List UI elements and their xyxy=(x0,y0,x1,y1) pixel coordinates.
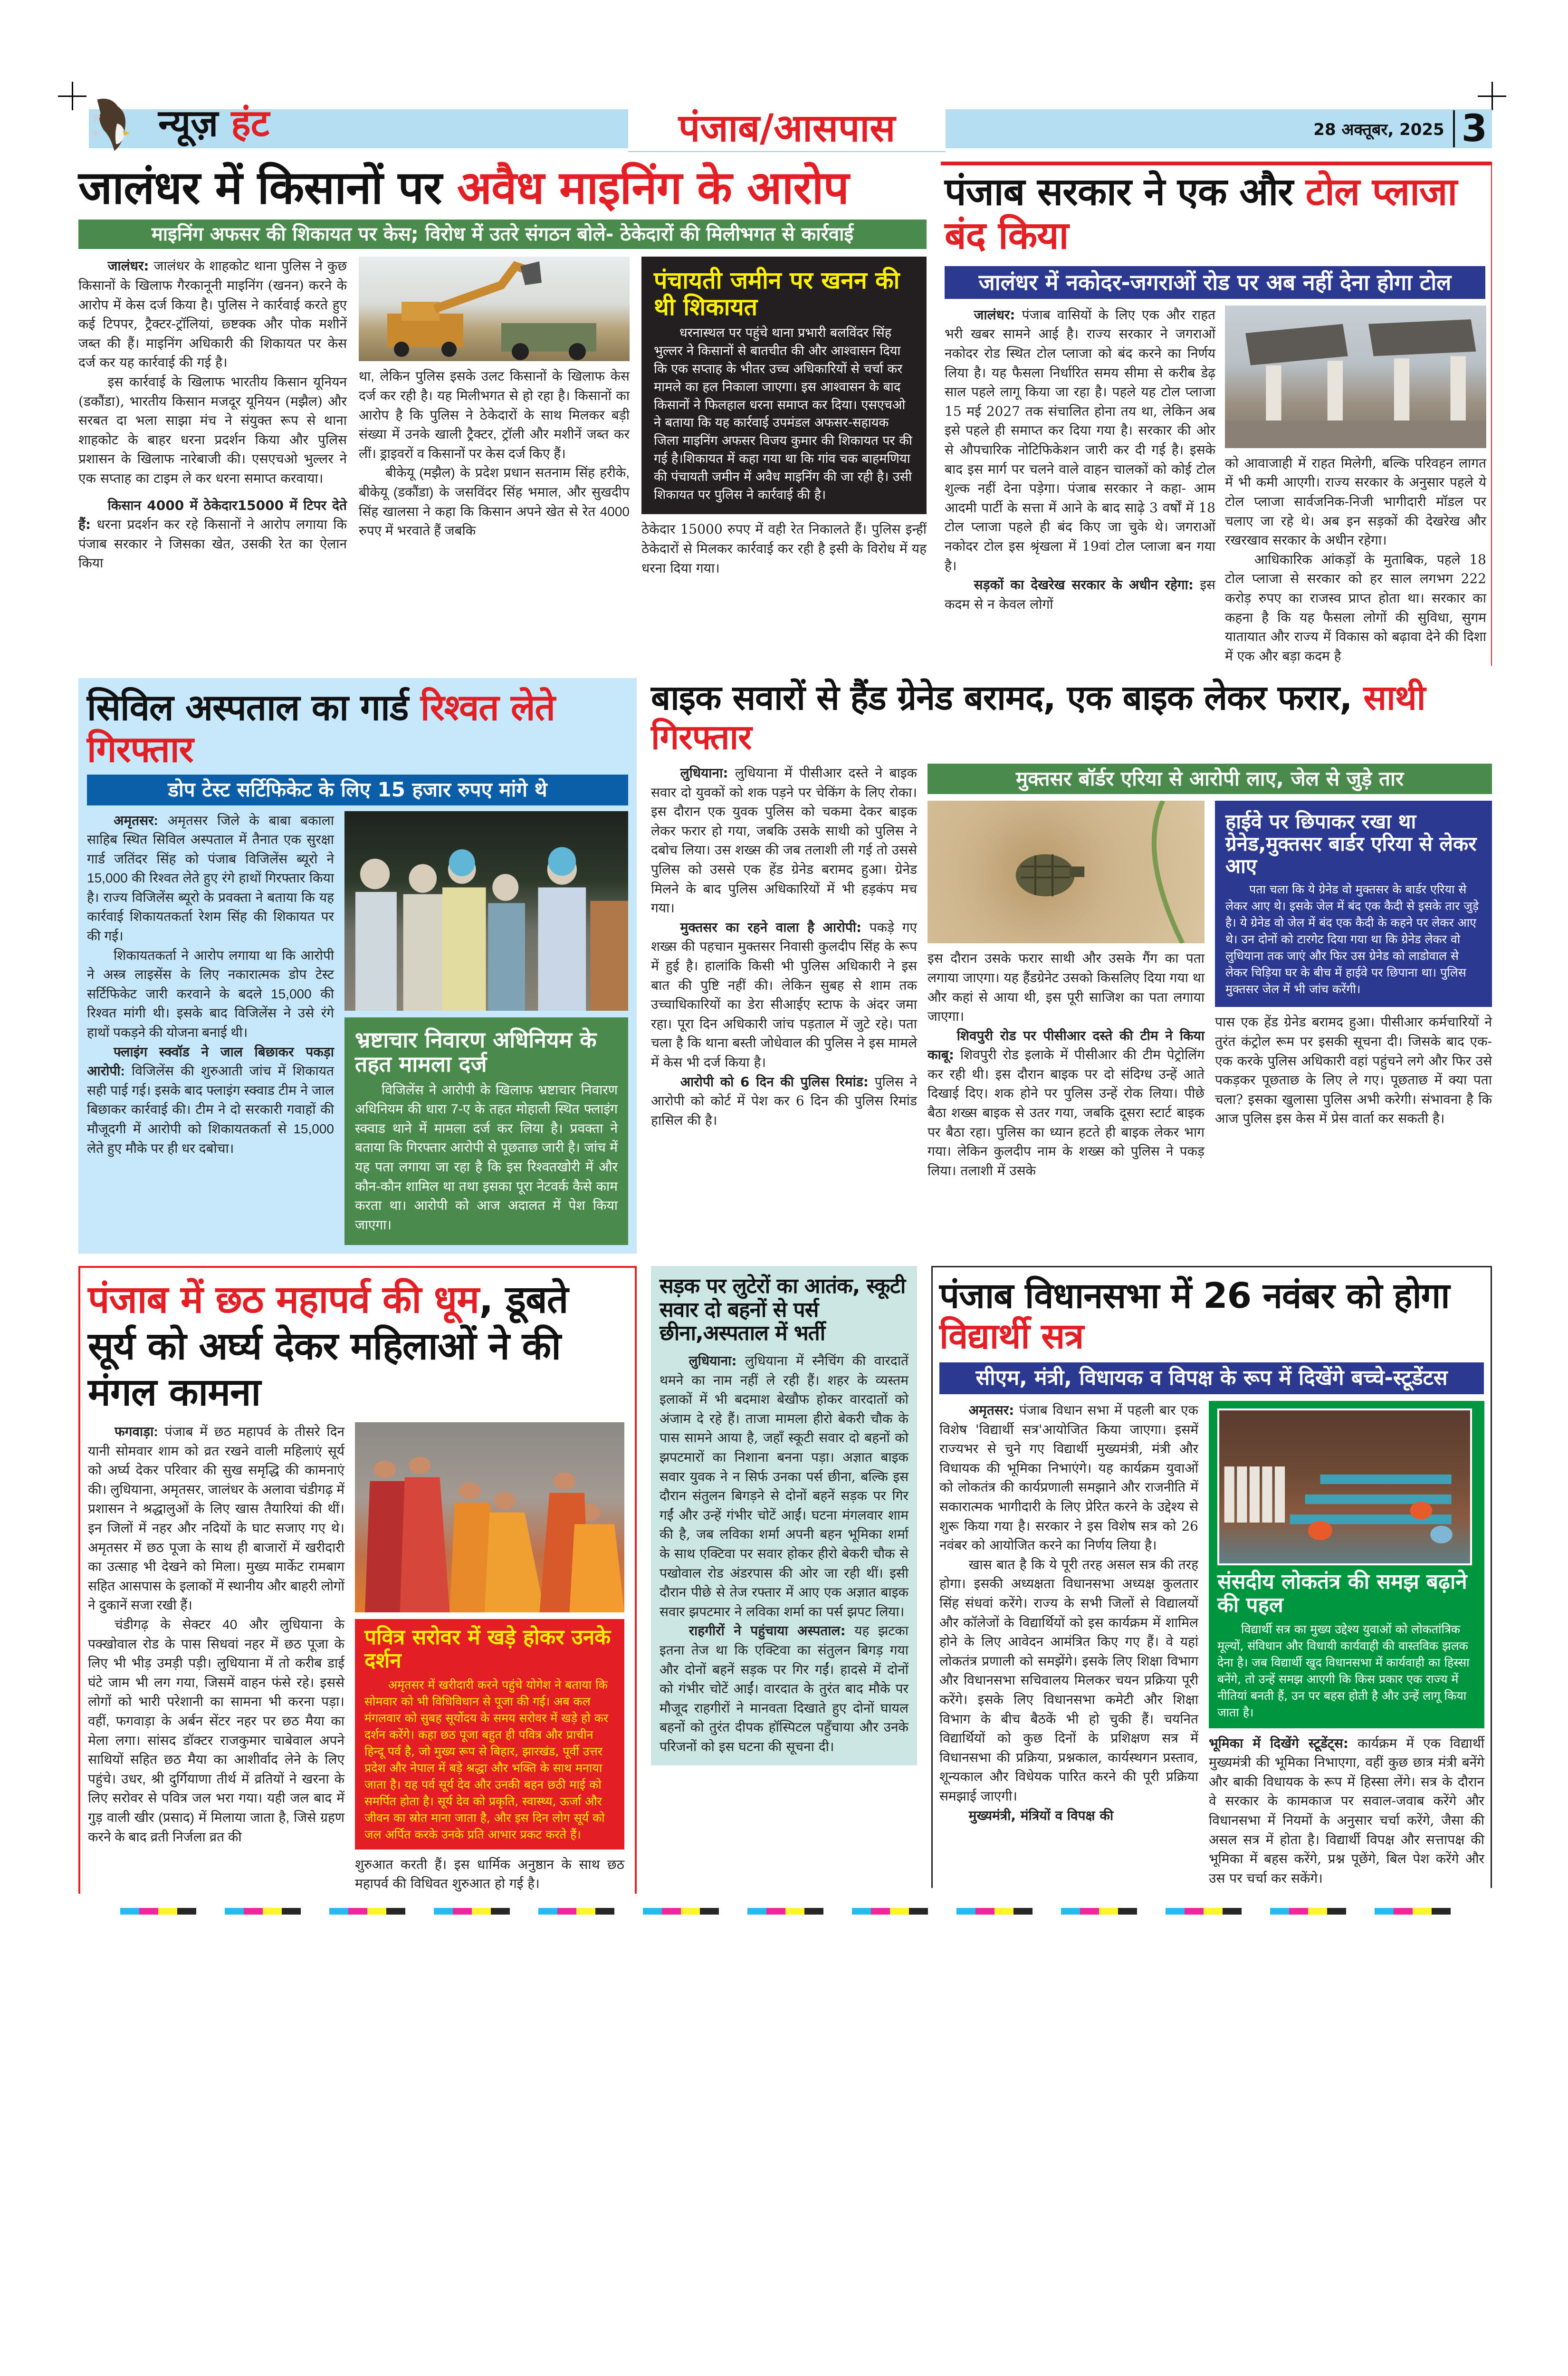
bribe-column-1 xyxy=(87,811,334,1159)
headline-mining-red: अवैध माइनिंग के आरोप xyxy=(457,161,849,214)
box-title: हाईवे पर छिपाकर रखा था ग्रेनेड,मुक्तसर बार्डर एरिया से लेकर आए xyxy=(1225,810,1477,878)
registration-bar xyxy=(120,1908,1451,1915)
toll-columns xyxy=(945,306,1485,666)
women-offering-icon xyxy=(355,1422,624,1612)
paragraph: लुधियाना में स्नैचिंग की वारदातें थमने का नाम नहीं ले रही हैं। शहर के व्यस्तम इलाकों में भी बदमाश बेखौफ होकर वारदातों को अंजाम दे रहे हैं। ताजा मामला हीरो बेकरी चौक के पास सामने आया है, जहाँ स्कूटी सवार दो बहनों को झपटमारों का निशाना बनना पड़ा। अज्ञात बाइक सवार युवक ने न सिर्फ उनका पर्स छीना, बल्कि इस दौरान संतुलन बिगड़ने से दोनों बहनें सड़क पर गिर गईं और उन्हें गंभीर चोटें आईं। घटना मंगलवार शाम की है, जब लविका शर्मा अपनी बहन भूमिका शर्मा के साथ एक्टिवा पर सवार होकर हीरो बेकरी चौक से पखोवाल रोड अंडरपास की ओर जा रही थीं। इसी दौरान पीछे से तेज रफ्तार में आए एक अज्ञात बाइक सवार झपटमार ने लविका शर्मा का पर्स झपट लिया। xyxy=(660,1353,908,1619)
chhath-column-2-wrap xyxy=(355,1422,624,1894)
logo-wordmark xyxy=(158,102,270,145)
headline-toll-red: टोल प्लाजा बंद किया xyxy=(945,170,1457,258)
subhead-session: सीएम, मंत्री, विधायक व विपक्ष के रूप में दिखेंगे बच्चे-स्टूडेंटस xyxy=(939,1362,1484,1394)
mining-columns xyxy=(78,257,927,578)
session-column-2-wrap xyxy=(1209,1401,1484,1888)
paragraph: लुधियाना में पीसीआर दस्ते ने बाइक सवार दो युवकों को शक पड़ने पर चेकिंग के लिए रोका। इस दौरान एक युवक पुलिस को चकमा देकर बाइक लेकर फरार हो गया, जबकि उसके साथी को पुलिस ने दबोच लिया। उस शख्स की जब तलाशी ली गई तो उससे पुलिस को उससे एक हेंड ग्रेनेड बरामद हुआ। ग्रेनेड मिलने के बाद पुलिस अधिकारियों में भी हड़कंप मच गया। xyxy=(651,765,917,916)
headline-snatching: सड़क पर लुटेरों का आतंक, स्कूटी सवार दो बहनों से पर्स छीना,अस्पताल में भर्ती xyxy=(660,1274,906,1345)
subhead-toll: जालंधर में नकोदर-जगराओं रोड पर अब नहीं देना होगा टोल xyxy=(945,266,1485,299)
people-group-icon xyxy=(344,811,628,1011)
box-title: भ्रष्टाचार निवारण अधिनियम के तहत मामला दर्ज xyxy=(355,1026,597,1077)
headline-chhath-red: पंजाब में छठ महापर्व की धूम xyxy=(88,1277,479,1322)
eagle-logo-icon xyxy=(88,93,154,154)
crosshead: राहगीरों ने पहुंचाया अस्पताल: xyxy=(688,1623,846,1639)
dateline: अमृतसर: xyxy=(968,1402,1014,1418)
assembly-photo xyxy=(1217,1408,1472,1565)
row-1 xyxy=(78,162,1492,666)
vigilance-team-photo xyxy=(344,811,628,1011)
dateline: फगवाड़ा: xyxy=(115,1424,158,1439)
paragraph: पास एक हेंड ग्रेनेड बरामद हुआ। पीसीआर कर्मचारियों ने तुरंत कंट्रोल रूम पर इसकी सूचना दी। जिसके बाद एक-एक करके पुलिस अधिकारी वहां पहुंचने लगे और फिर उसे पकड़कर पूछताछ के लिए ले गए। पूछताछ में क्या पता चला? इसका खुलासा पुलिस अभी करेगी। संभावना है कि आज पुलिस इस केस में प्रेस वार्ता कर सकती है। xyxy=(1215,1014,1492,1127)
paragraph: शिकायतकर्ता ने आरोप लगाया था कि आरोपी ने अस्त्र लाइसेंस के लिए नकारात्मक डोप टेस्ट सर्टिफिकेट जारी करवाने के बदले 15,000 की रिश्वत मांगी थी। इसके बाद विजिलेंस ने उसे रंगे हाथों पकड़ने की योजना बनाई थी। xyxy=(87,948,334,1040)
paragraph: पकड़े गए शख्स की पहचान मुक्तसर निवासी कुलदीप सिंह के रूप में हुई है। हालांकि किसी भी पुलिस अधिकारी ने इस बात की पुष्टि नहीं की। लेकिन सुबह से शाम तक उच्चाधिकारियों का डेरा सीआईए स्टाफ के अंदर जमा रहा। पूरा दिन अधिकारी जांच पड़ताल में जुटे रहे। पता चला है कि थाना बस्ती जोधेवाल की पुलिस ने इस मामले में केस भी दर्ज किया है। xyxy=(651,919,918,1070)
toll-column-2 xyxy=(1225,454,1486,666)
page-number: 3 xyxy=(1453,110,1487,147)
headline-session-black: पंजाब विधानसभा में 26 नवंबर को होगा xyxy=(939,1275,1450,1317)
article-hospital-bribe xyxy=(78,678,637,1254)
session-column-1 xyxy=(939,1401,1198,1825)
toll-column-2-wrap xyxy=(1225,306,1486,666)
highway-grenade-box xyxy=(1215,801,1492,1007)
mining-column-3-wrap xyxy=(641,257,927,578)
toll-column-1 xyxy=(945,306,1215,614)
paragraph: पंजाब में छठ महापर्व के तीसरे दिन यानी सोमवार शाम को व्रत रखने वाली महिलाएं सूर्य को अर्घ्य देकर परिवार की सुख समृद्धि की कामनाएं की। लुधियाना, अमृतसर, जालंधर के अलावा चंडीगढ़ में प्रशासन ने श्रद्धालुओं के लिए खास तैयारियां की थीं। इन जिलों में नहर और नदियों के घाट सजाए गए थे। अमृतसर में छठ पूजा के साथ ही बाजारों में खरीदारी का उत्साह भी देखने को मिला। मुख्य मार्केट रामबाग सहित आसपास के इलाकों में स्थानीय और बाहरी लोगों ने दुकानें सजा रखी हैं। xyxy=(88,1424,344,1613)
box-title: संसदीय लोकतंत्र की समझ बढ़ाने की पहल xyxy=(1217,1570,1467,1618)
grenade-column-3-wrap xyxy=(1215,801,1492,1129)
excavator-icon xyxy=(359,257,630,361)
headline-grenade-red: साथी गिरफ्तार xyxy=(651,678,1425,757)
mining-column-3 xyxy=(641,520,927,578)
crosshead: भूमिका में दिखेंगे स्टूडेंट्स: xyxy=(1209,1735,1348,1751)
paragraph: चंडीगढ़ के सेक्टर 40 और लुधियाना के पक्खोवाल रोड के पास सिधवां नहर में छठ पूजा के लिए भी भीड़ उमड़ी पड़ी। लुधियाना में तो करीब डाई घंटे जाम भी लग गया, जिसमें वाहन फंसे रहे। इससे लोगों को भारी परेशानी का सामना भी करना पड़ा। वहीं, फगवाड़ा के अर्बन सेंटर नहर पर छठ मैया का मेला लगा। सांसद डॉक्टर राजकुमार चाबेवाल अपने साथियों सहित छठ मैया का आशीर्वाद लेने के लिए पहुंचे। उधर, श्री दुर्गियाणा तीर्थ में व्रतियों ने खरना के लिए सरोवर से पवित्र जल भरा गया। यही जल बाद में गुड़ वाली खीर (प्रसाद) में मिलाया जाता है, जिसे ग्रहण करने के बाद व्रती निर्जला व्रत की xyxy=(88,1617,344,1844)
logo-part-news: न्यूज़ xyxy=(158,102,219,145)
holy-pond-box xyxy=(355,1619,624,1849)
headline-mining-black: जालंधर में किसानों पर xyxy=(78,161,442,214)
subhead-mining: माइनिंग अफसर की शिकायत पर केस; विरोध में उतरे संगठन बोले- ठेकेदारों की मिलीभगत से कार्रवाई xyxy=(78,220,927,249)
section-title: पंजाब/आसपास xyxy=(628,105,946,152)
snatching-body xyxy=(660,1351,908,1756)
dateline: जालंधर: xyxy=(107,258,149,274)
box-text xyxy=(654,324,914,504)
logo xyxy=(88,93,269,154)
grenade-right-wrap xyxy=(927,764,1492,1180)
logo-part-hunt: हंट xyxy=(231,102,270,145)
headline-bribe xyxy=(87,687,628,770)
paragraph: धरनास्थल पर पहुंचे थाना प्रभारी बलविंदर सिंह भुल्लर ने किसानों से बातचीत की और आश्वासन दिया कि एक सप्ताह के भीतर उच्च अधिकारियों से चर्चा कर मामले का हल निकाला जाएगा। इस आश्वासन के बाद किसानों ने फिलहाल धरना समाप्त कर दिया। एसएचओ ने बताया कि यह कार्रवाई उपमंडल अफसर-सहायक जिला माइनिंग अफसर विजय कुमार की शिकायत पर की गई है।शिकायत में कहा गया था कि गांव चक बाहमणिया की पंचायती जमीन में अवैध माइनिंग की जा रही है। उसी शिकायत पर पुलिस ने कार्रवाई की है। xyxy=(654,326,912,502)
crosshead: किसान 4000 में ठेकेदार15000 में टिपर देते हैं: xyxy=(78,497,347,533)
chhath-column-2 xyxy=(355,1855,624,1894)
crosshead: फ्लाइंग स्क्वॉड ने जाल बिछाकर पकड़ा आरोपी: xyxy=(87,1044,334,1079)
grenade-icon xyxy=(927,801,1205,943)
headline-chhath-black: , डूबते सूर्य को अर्घ्य देकर महिलाओं ने की मंगल कामना xyxy=(88,1277,568,1415)
grenade-column-2-wrap xyxy=(927,801,1205,1180)
headline-toll-black: पंजाब सरकार ने एक और xyxy=(945,170,1293,214)
paragraph: आधिकारिक आंकड़ों के मुताबिक, पहले 18 टोल प्लाजा से सरकार को हर साल लगभग 222 करोड़ रुपए का राजस्व प्राप्त होता था। सरकार का कहना है कि यह फैसला लोगों की सुविधा, सुगम यातायात और राज्य में विकास को बढ़ावा देने की दिशा में एक और बड़ा कदम है xyxy=(1225,551,1486,664)
headline-toll xyxy=(945,170,1485,258)
grenade-column-1 xyxy=(651,764,917,1130)
paragraph: बीकेयू (मझैल) के प्रदेश प्रधान सतनाम सिंह हरीके, बीकेयू (डकौंडा) के जसविंदर सिंह भमाल, और सुखदीप सिंह खालसा ने कहा कि किसान अपने खेत से रेत 4000 रुपए में भरवाते हैं जबकि xyxy=(359,465,630,538)
paragraph: शिवपुरी रोड इलाके में पीसीआर की टीम पेट्रोलिंग कर रही थी। इस दौरान बाइक पर दो संदिग्ध उन्हें आते दिखाई दिए। शक होने पर पुलिस उन्हें रोक लिया। पीछे बैठा शख्स बाइक से उतर गया, जबकि दूसरा स्टार्ट बाइक पर बैठा रहा। पुलिस का ध्यान हटते ही बाइक लेकर भाग गया। लेकिन कुलदीप नाम के शख्स को पुलिस ने पकड़ लिया। तलाशी में उसके xyxy=(927,1047,1205,1178)
box-text xyxy=(364,1677,615,1843)
mining-column-2-wrap xyxy=(359,257,630,540)
box-text xyxy=(355,1081,618,1235)
paragraph: पता चला कि ये ग्रेनेड वो मुक्तसर के बार्डर एरिया से लेकर आए थे। इसके जेल में बंद एक कैदी से इसके तार जुड़े है। ये ग्रेनेड वो जेल में बंद एक कैदी के कहने पर लेकर आए थे। उन दोनों को टारगेट दिया गया था कि ग्रेनेड लेकर वो लुधियाना तक जाएं और फिर उस ग्रेनेड को लाडोवाल से लेकर चिड़िया घर के बीच में हाईवे पर छिपाना था। पुलिस मुक्तसर जेल में भी जांच करेंगी। xyxy=(1225,882,1479,996)
masthead xyxy=(78,95,1492,152)
paragraph: इस दौरान उसके फरार साथी और उसके गैंग का पता लगाया जाएगा। यह हैंडग्रेनेट उसको किसलिए दिया गया था और कहां से आया थी, इस पूरी साजिश का पता लगाया जाएगा। xyxy=(927,950,1205,1025)
toll-booth-icon xyxy=(1225,306,1486,448)
assembly-hall-icon xyxy=(1219,1410,1470,1563)
corruption-act-box xyxy=(344,1017,628,1245)
article-purse-snatching xyxy=(651,1266,917,1765)
article-illegal-mining xyxy=(78,162,927,578)
subhead-bribe: डोप टेस्ट सर्टिफिकेट के लिए 15 हजार रुपए मांगे थे xyxy=(87,775,628,805)
paragraph: यह झटका इतना तेज था कि एक्टिवा का संतुलन बिगड़ गया और दोनों बहनें सड़क पर गिर गईं। हादसे में दोनों को गंभीर चोटें आईं। वारदात के तुरंत बाद मौके पर मौजूद राहगीरों ने मानवता दिखाते हुए दोनों घायल बहनों को तुरंत दीपक हॉस्पिटल पहुँचाया और उनके परिजनों को इस घटना की सूचना दी। xyxy=(660,1623,908,1754)
box-text xyxy=(1225,881,1482,997)
paragraph: विजिलेंस की शुरुआती जांच में शिकायत सही पाई गई। इसके बाद फ्लाइंग स्क्वाड टीम ने जाल बिछाकर कार्रवाई की। टीम ने दो सरकारी गवाहों की मौजूदगी में आरोपी को शिकायतकर्ता से 15,000 लेते हुए मौके पर ही धर दबोचा। xyxy=(87,1063,335,1156)
paragraph: ठेकेदार 15000 रुपए में वही रेत निकालते हैं। पुलिस इन्हीं ठेकेदारों से मिलकर कार्रवाई कर रही है इसी के विरोध में यह धरना दिया गया। xyxy=(641,521,927,576)
session-columns xyxy=(939,1401,1484,1888)
mining-column-1 xyxy=(78,257,347,573)
headline-mining xyxy=(78,162,927,214)
democracy-box xyxy=(1209,1401,1484,1728)
grenade-column-2 xyxy=(927,949,1205,1180)
headline-chhath xyxy=(88,1276,627,1416)
crosshead: शिवपुरी रोड पर पीसीआर दस्ते की टीम ने किया काबू: xyxy=(927,1027,1205,1063)
dateline: लुधियाना: xyxy=(688,1353,737,1369)
paragraph: विद्यार्थी सत्र का मुख्य उद्देश्य युवाओं को लोकतांत्रिक मूल्यों, संविधान और विधायी कार्यवाही की वास्तविक झलक देना है। जब विद्यार्थी खुद विधानसभा में कार्यवाही का हिस्सा बनेंगे, तो उन्हें समझ आएगी कि किस प्रकार एक राज्य में नीतियां बनती हैं, उन पर बहस होती है और उन्हें लागू किया जाता है। xyxy=(1217,1622,1470,1719)
box-title: पंचायती जमीन पर खनन की थी शिकायत xyxy=(654,267,900,321)
crosshead: आरोपी को 6 दिन की पुलिस रिमांड: xyxy=(680,1073,869,1090)
paragraph: कार्यक्रम में एक विद्यार्थी मुख्यमंत्री की भूमिका निभाएगा, वहीं कुछ छात्र मंत्री बनेंगे और बाकी विधायक के रूप में हिस्सा लेंगे। सत्र के दौरान वे सरकार के कामकाज पर सवाल-जवाब करेंगे और विधानसभा में नियमों के अनुसार चर्चा करेंगे, जैसा की असल सत्र में होता है। विद्यार्थी विपक्ष और सत्तापक्ष की भूमिका में बहस करेंगे, प्रश्न पूछेंगे, बिल पेश करेंगे और उस पर चर्चा कर सकेंगे। xyxy=(1209,1735,1484,1886)
issue-date: 28 अक्तूबर, 2025 xyxy=(1313,120,1444,139)
dateline: अमृतसर: xyxy=(114,813,158,828)
chhath-columns xyxy=(88,1422,627,1894)
crosshead: मुक्तसर का रहने वाला है आरोपी: xyxy=(680,919,862,935)
session-column-2 xyxy=(1209,1734,1484,1888)
dateline: जालंधर: xyxy=(974,307,1015,323)
paragraph: धरना प्रदर्शन कर रहे किसानों ने आरोप लगाया कि पंजाब सरकार ने जिसका खेत, उसकी रेत का ऐलान किया xyxy=(78,517,347,571)
chhath-women-photo xyxy=(355,1422,624,1612)
grenade-photo xyxy=(927,801,1205,943)
toll-plaza-photo xyxy=(1225,306,1486,448)
crosshead: मुख्यमंत्री, मंत्रियों व विपक्ष की xyxy=(968,1807,1114,1823)
paragraph: को आवाजाही में राहत मिलेगी, बल्कि परिवहन लागत में भी कमी आएगी। राज्य सरकार के अनुसार पहले ये टोल प्लाजा सार्वजनिक-निजी भागीदारी मॉडल पर चलाए जा रहे थे। अब इन सड़कों की देखरेख और रखरखाव सरकार के अधीन रहेगा। xyxy=(1225,455,1486,548)
paragraph: पंजाब वासियों के लिए एक और राहत भरी खबर सामने आई है। राज्य सरकार ने जगराओं नकोदर रोड स्थित टोल प्लाजा को बंद करने का निर्णय लिया है। यह फैसला निर्धारित समय सीमा से करीब डेढ़ साल पहले लागू किया जा रहा है। पहले यह टोल प्लाजा 15 मई 2027 तक संचालित होना तय था, लेकिन अब इसे पहले ही समाप्त कर दिया गया है। सरकार की ओर से औपचारिक नोटिफिकेशन जारी कर दी गई है। इसके बाद इस मार्ग पर चलने वाले वाहन चालकों को कोई टोल शुल्क नहीं देना पड़ेगा। पंजाब सरकार ने कहा- आम आदमी पार्टी के सत्ता में आने के बाद साढ़े 3 वर्षों में 18 टोल प्लाजा पहले ही बंद किए जा चुके थे। जगराओं नकोदर टोल इस श्रृंखला में 19वां टोल प्लाजा बन गया है। xyxy=(945,307,1216,574)
paragraph: पंजाब विधान सभा में पहली बार एक विशेष 'विद्यार्थी सत्र'आयोजित किया जाएगा। इसमें राज्यभर से चुने गए विद्यार्थी मुख्यमंत्री, मंत्री और विधायक की भूमिका निभाएंगे। यह कार्यक्रम युवाओं को लोकतंत्र की कार्यप्रणाली समझाने और राजनीति में सकारात्मक भागीदारी के लिए प्रेरित करने के उद्देश्य से शुरू किया गया है। सरकार ने इस विशेष सत्र को 26 नवंबर को आयोजित करने का निर्णय लिया है। xyxy=(939,1402,1199,1553)
paragraph: अमृतसर में खरीदारी करने पहुंचे योगेश ने बताया कि सोमवार को भी विधिविधान से पूजा की गई। अब कल मंगलवार को सुबह सूर्योदय के समय सरोवर में खड़े हो कर दर्शन करेंगे। कहा छठ पूजा बहुत ही पवित्र और प्राचीन हिन्दू पर्व है, जो मुख्य रूप से बिहार, झारखंड, पूर्वी उत्तर प्रदेश और नेपाल में बड़े श्रद्धा और भक्ति के साथ मनाया जाता है। यह पर्व सूर्य देव और उनकी बहन छठी माई को समर्पित होता है। सूर्य देव को प्रकृति, स्वास्थ्य, ऊर्जा और जीवन का स्रोत माना जाता है, और इस दिन लोग सूर्य को जल अर्पित करके उनके प्रति आभार प्रकट करते हैं। xyxy=(364,1677,609,1841)
headline-grenade-black: बाइक सवारों से हैंड ग्रेनेड बरामद, एक बाइक लेकर फरार, xyxy=(651,678,1352,718)
article-student-session xyxy=(931,1266,1492,1888)
paragraph: इस कार्रवाई के खिलाफ भारतीय किसान यूनियन (डकौंडा), भारतीय किसान मजदूर यूनियन (मझैल) और सरबत दा भला साझा मंच ने संयुक्त रूप से थाना शाहकोट के बाहर धरना प्रदर्शन किया और पुलिस प्रशासन के खिलाफ नारेबाजी की। एसएचओ भुल्लर ने एक सप्ताह का टाइम ले कर धरना समाप्त करवाया। xyxy=(78,374,347,486)
chhath-column-1 xyxy=(88,1422,344,1847)
paragraph: जालंधर के शाहकोट थाना पुलिस ने कुछ किसानों के खिलाफ गैरकानूनी माइनिंग (खनन) करने के आरोप में केस दर्ज किया है। पुलिस ने कार्रवाई करते हुए कई टिपपर, ट्रैक्टर-ट्रॉलियां, छ्ष्टक्क और पोक मशीनें जब्त की हैं। माइनिंग अधिकारी की शिकायत पर केस दर्ज कर यह कार्रवाई की गई है। xyxy=(78,258,347,371)
article-toll-plaza xyxy=(941,162,1492,666)
box-text xyxy=(1217,1621,1476,1721)
grenade-columns xyxy=(651,764,1492,1180)
headline-bribe-red: रिश्वत लेते गिरफ्तार xyxy=(87,686,555,770)
crosshead: सड़कों का देखरेख सरकार के अधीन रहेगा: xyxy=(974,577,1194,593)
grenade-right-columns xyxy=(927,801,1492,1180)
paragraph: इस कदम से न केवल लोगों xyxy=(945,577,1215,612)
masthead-right xyxy=(1313,109,1487,148)
excavator-photo xyxy=(359,257,630,361)
box-title: पवित्र सरोवर में खड़े होकर उनके दर्शन xyxy=(364,1625,611,1673)
headline-session-red: विद्यार्थी सत्र xyxy=(939,1316,1084,1357)
row-2 xyxy=(78,678,1492,1254)
paragraph: शुरुआत करती हैं। इस धार्मिक अनुष्ठान के साथ छठ महापर्व की विधिवत शुरुआत हो गई है। xyxy=(355,1856,624,1892)
headline-bribe-black: सिविल अस्पताल का गार्ड xyxy=(87,686,409,729)
bribe-columns xyxy=(87,811,628,1245)
article-chhath-festival xyxy=(78,1266,637,1894)
subhead-grenade: मुक्तसर बॉर्डर एरिया से आरोपी लाए, जेल से जुड़े तार xyxy=(927,764,1492,794)
dateline: लुधियाना: xyxy=(680,765,728,781)
mining-column-2 xyxy=(359,367,630,540)
headline-session xyxy=(939,1276,1484,1357)
headline-grenade xyxy=(651,678,1492,757)
paragraph: खास बात है कि ये पूरी तरह असल सत्र की तरह होगा। इसकी अध्यक्षता विधानसभा अध्यक्ष कुलतार सिंह संधवां करेंगे। राज्य के सभी जिलों से विद्यालयों और कॉलेजों के विद्यार्थियों को इस कार्यक्रम में शामिल होने के लिए आवेदन आमंत्रित किए गए हैं। वे यहां लोकतंत्र प्रणाली को समझेंगे। इसके लिए शिक्षा विभाग और विधानसभा सचिवालय मिलकर चयन प्रक्रिया पूरी करेंगे। इसके लिए विधानसभा कमेटी और शिक्षा विभाग के बीच बैठकें भी हो चुकी हैं। चयनित विद्यार्थियों को कुछ दिनों के प्रशिक्षण सत्र में विधानसभा की प्रक्रिया, प्रश्नकाल, कार्यस्थगन प्रस्ताव, शून्यकाल और विधेयक पारित करने की पूरी प्रक्रिया समझाई जाएगी। xyxy=(939,1556,1198,1804)
article-hand-grenade xyxy=(651,678,1492,1180)
panchayat-land-box xyxy=(641,257,927,514)
paragraph: विजिलेंस ने आरोपी के खिलाफ भ्रष्टाचार निवारण अधिनियम की धारा 7-ए के तहत मोहाली स्थित फ्लाइंग स्क्वाड थाने में मामला दर्ज कर लिया है। प्रवक्ता ने बताया कि गिरफ्तार आरोपी से पूछताछ जारी है। जांच में यह पता लगाया जा रहा है कि इस रिश्वतखोरी में और कौन-कौन शामिल था तथा इसका पूरा नेटवर्क कैसे काम करता था। आरोपी को आज अदालत में पेश किया जाएगा। xyxy=(355,1082,618,1232)
row-3 xyxy=(78,1266,1492,1894)
paragraph: अमृतसर जिले के बाबा बकाला साहिब स्थित सिविल अस्पताल में तैनात एक सुरक्षा गार्ड जतिंदर सिंह को पंजाब विजिलेंस ब्यूरो ने 15,000 की रिश्वत लेते हुए रंगे हाथों गिरफ्तार किया है। राज्य विजिलेंस ब्यूरो के प्रवक्ता ने बताया कि यह कार्रवाई शिकायतकर्ता रेशम सिंह की शिकायत पर की गई। xyxy=(87,813,334,944)
bribe-column-2-wrap xyxy=(344,811,628,1245)
paragraph: पुलिस ने आरोपी को कोर्ट में पेश कर 6 दिन की पुलिस रिमांड हासिल की है। xyxy=(651,1073,917,1128)
grenade-column-3 xyxy=(1215,1013,1492,1129)
paragraph: था, लेकिन पुलिस इसके उलट किसानों के खिलाफ केस दर्ज कर रही है। यह मिलीभगत से हो रहा है। किसानों का आरोप है कि पुलिस ने ठेकेदारों के साथ मिलकर बड़ी संख्या में उनके खाली ट्रैक्टर, ट्रॉली और मशीनें जब्त कर लीं। ड्राइवरों व किसानों पर केस दर्ज किए हैं। xyxy=(359,369,630,461)
